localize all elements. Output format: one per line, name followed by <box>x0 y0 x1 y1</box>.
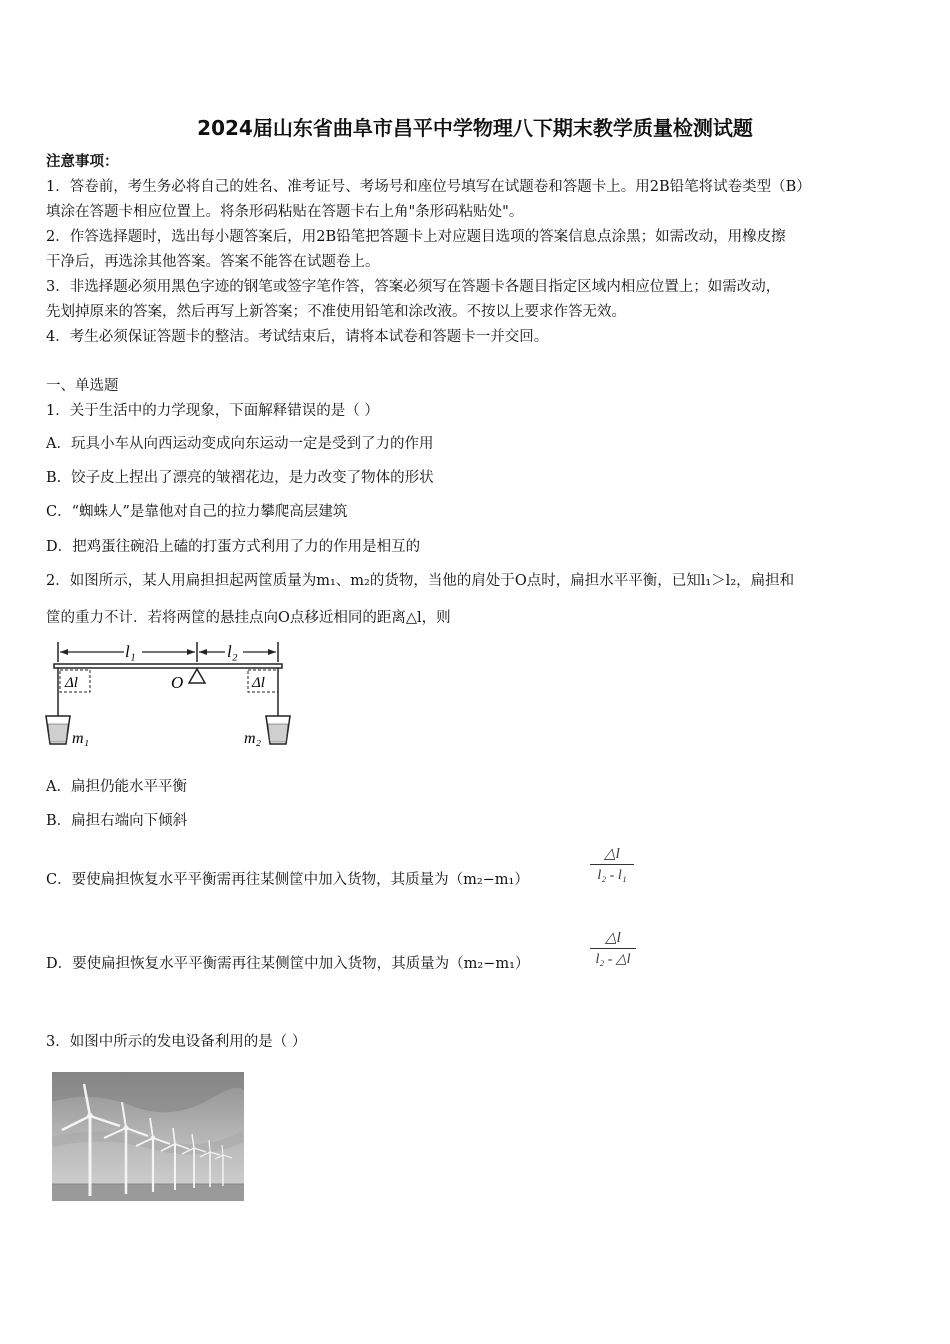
wind-turbine-photo <box>52 1072 244 1201</box>
fraction-d-denominator: l₂ - △l <box>595 952 631 967</box>
notice-line: 填涂在答题卡相应位置上。将条形码粘贴在答题卡右上角"条形码粘贴处"。 <box>46 204 524 220</box>
fraction-c-denominator: l₂ - l₁ <box>597 868 627 883</box>
q1-option-c: C．“蜘蛛人”是靠他对自己的拉力攀爬高层建筑 <box>46 504 348 520</box>
q2-option-d: D．要使扁担恢复水平平衡需再往某侧筐中加入货物，其质量为（m₂−m₁） <box>46 956 530 972</box>
notice-line: 干净后，再选涂其他答案。答案不能答在试题卷上。 <box>46 254 380 270</box>
q3-stem: 3．如图中所示的发电设备利用的是（ ） <box>46 1034 307 1050</box>
fraction-c <box>590 845 634 885</box>
notice-line: 先划掉原来的答案，然后再写上新答案；不准使用铅笔和涂改液。不按以上要求作答无效。 <box>46 304 626 320</box>
pivot-triangle <box>189 669 205 683</box>
q1-option-a: A．玩具小车从向西运动变成向东运动一定是受到了力的作用 <box>46 436 434 452</box>
basket-m2 <box>266 716 290 744</box>
m1-label: m₁ <box>72 730 90 747</box>
notice-line: 2．作答选择题时，选出每小题答案后，用2B铅笔把答题卡上对应题目选项的答案信息点涂黑；如需改动，用橡皮擦 <box>46 229 786 245</box>
carrying-pole <box>54 664 282 668</box>
carrying-pole-figure <box>44 640 300 752</box>
notice-line: 3．非选择题必须用黑色字迹的钢笔或签字笔作答，答案必须写在答题卡各题目指定区域内相应位置上；如需改动， <box>46 279 781 295</box>
q1-stem: 1．关于生活中的力学现象，下面解释错误的是（ ） <box>46 403 379 419</box>
notice-line: 1．答卷前，考生务必将自己的姓名、准考证号、考场号和座位号填写在试题卷和答题卡上。用2B铅笔将试卷类型（B） <box>46 179 811 195</box>
q2-option-a: A．扁担仍能水平平衡 <box>46 779 187 795</box>
notice-heading: 注意事项： <box>46 153 119 170</box>
basket-m1 <box>46 716 70 744</box>
q2-option-c: C．要使扁担恢复水平平衡需再往某侧筐中加入货物，其质量为（m₂−m₁） <box>46 872 529 888</box>
delta-l-left-label: Δl <box>65 675 78 691</box>
m2-label: m₂ <box>244 730 262 747</box>
l1-label: l₁ <box>125 642 136 661</box>
section-heading: 一、单选题 <box>46 378 119 394</box>
q1-option-d: D．把鸡蛋往碗沿上磕的打蛋方式利用了力的作用是相互的 <box>46 539 421 555</box>
delta-l-right-label: Δl <box>252 675 265 691</box>
page-title: 2024届山东省曲阜市昌平中学物理八下期末教学质量检测试题 <box>197 116 753 140</box>
l2-label: l₂ <box>227 642 238 661</box>
q1-option-b: B．饺子皮上捏出了漂亮的皱褶花边，是力改变了物体的形状 <box>46 470 434 486</box>
notice-line: 4．考生必须保证答题卡的整洁。考试结束后，请将本试卷和答题卡一并交回。 <box>46 329 549 345</box>
fraction-d <box>590 929 636 969</box>
q2-stem-line2: 筐的重力不计．若将两筐的悬挂点向O点移近相同的距离△l，则 <box>46 610 451 626</box>
fraction-d-numerator: △l <box>605 930 621 946</box>
q2-stem-line1: 2．如图所示，某人用扁担担起两筐质量为m₁、m₂的货物，当他的肩处于O点时，扁担水平平衡，已知l₁＞l₂，扁担和 <box>46 573 795 589</box>
o-label: O <box>171 673 184 692</box>
fraction-c-numerator: △l <box>604 846 620 862</box>
q2-option-b: B．扁担右端向下倾斜 <box>46 813 188 829</box>
